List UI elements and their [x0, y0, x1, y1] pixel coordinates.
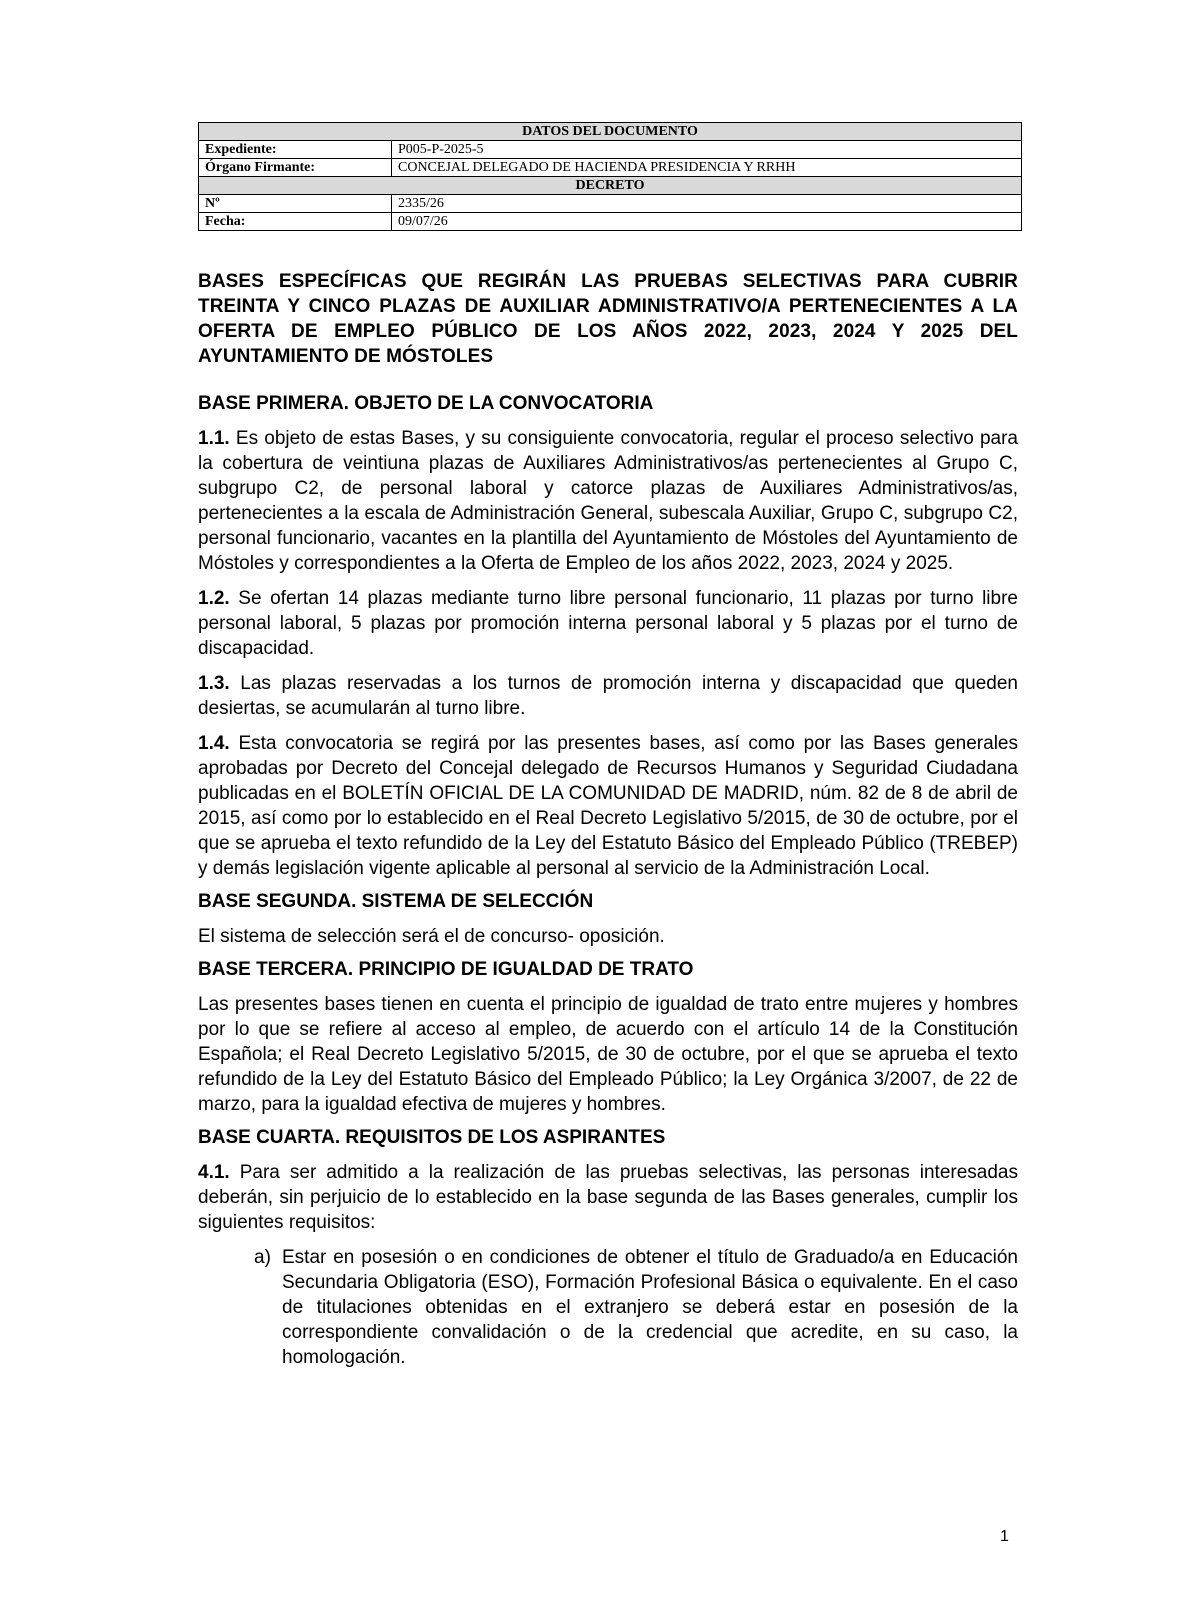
- row-key: Nº: [199, 195, 392, 213]
- paragraph-text: Las plazas reservadas a los turnos de promoción interna y discapacidad que queden desiertas, se acumularán al turno libre.: [198, 673, 1018, 719]
- paragraph-1-2: [198, 586, 1018, 661]
- base-segunda-heading: BASE SEGUNDA. SISTEMA DE SELECCIÓN: [198, 891, 594, 912]
- list-item-text: Estar en posesión o en condiciones de obtener el título de Graduado/a en Educación Secundaria Obligatoria (ESO), Formación Profesional Básica o equivalente. En el caso de titulaciones obtenidas en el extranjero se deberá estar en posesión de la correspondiente convalidación o de la credencial que acredite, en su caso, la homologación.: [282, 1247, 1018, 1368]
- page-number: 1: [1000, 1528, 1009, 1545]
- paragraph-number: 1.4.: [198, 733, 230, 754]
- paragraph-text: Es objeto de estas Bases, y su consiguiente convocatoria, regular el proceso selectivo para la cobertura de veintiuna plazas de Auxiliares Administrativos/as pertenecientes al Grupo C, subgrupo C2, de personal laboral y catorce plazas de Auxiliares Administrativos/as, pertenecientes a la escala de Administración General, subescala Auxiliar, Grupo C, subgrupo C2, personal funcionario, vacantes en la plantilla del Ayuntamiento de Móstoles del Ayuntamiento de Móstoles y correspondientes a la Oferta de Empleo de los años 2022, 2023, 2024 y 2025.: [198, 428, 1018, 574]
- table-section-title: DECRETO: [199, 177, 1022, 195]
- paragraph-base-2: El sistema de selección será el de concurso- oposición.: [198, 926, 665, 947]
- paragraph-text: Esta convocatoria se regirá por las presentes bases, así como por las Bases generales aprobadas por Decreto del Concejal delegado de Recursos Humanos y Seguridad Ciudadana publicadas en el BOLETÍN OFICIAL DE LA COMUNIDAD DE MADRID, núm. 82 de 8 de abril de 2015, así como por lo establecido en el Real Decreto Legislativo 5/2015, de 30 de octubre, por el que se aprueba el texto refundido de la Ley del Estatuto Básico del Empleado Público (TREBEP) y demás legislación vigente aplicable al personal al servicio de la Administración Local.: [198, 733, 1018, 879]
- paragraph-number: 1.1.: [198, 428, 230, 449]
- row-value: 09/07/26: [392, 213, 1022, 231]
- paragraph-number: 1.3.: [198, 673, 230, 694]
- paragraph-base-3: Las presentes bases tienen en cuenta el principio de igualdad de trato entre mujeres y hombres por lo que se refiere al acceso al empleo, de acuerdo con el artículo 14 de la Constitución Española; el Real Decreto Legislativo 5/2015, de 30 de octubre, por el que se aprueba el texto refundido de la Ley del Estatuto Básico del Empleado Público; la Ley Orgánica 3/2007, de 22 de marzo, para la igualdad efectiva de mujeres y hombres.: [198, 994, 1018, 1115]
- row-key: Expediente:: [199, 141, 392, 159]
- table-row: [199, 213, 1022, 231]
- document-title: BASES ESPECÍFICAS QUE REGIRÁN LAS PRUEBAS SELECTIVAS PARA CUBRIR TREINTA Y CINCO PLAZAS DE AUXILIAR ADMINISTRATIVO/A PERTENECIENTES A LA OFERTA DE EMPLEO PÚBLICO DE LOS AÑOS 2022, 2023, 2024 Y 2025 DEL AYUNTAMIENTO DE MÓSTOLES: [198, 271, 1018, 367]
- table-row: [199, 159, 1022, 177]
- paragraph-number: 4.1.: [198, 1162, 230, 1183]
- table-title: DATOS DEL DOCUMENTO: [199, 123, 1022, 141]
- paragraph-number: 1.2.: [198, 588, 230, 609]
- document-data-table: [198, 122, 1022, 231]
- base-tercera-heading: BASE TERCERA. PRINCIPIO DE IGUALDAD DE TRATO: [198, 959, 694, 980]
- row-value: CONCEJAL DELEGADO DE HACIENDA PRESIDENCIA Y RRHH: [392, 159, 1022, 177]
- row-key: Fecha:: [199, 213, 392, 231]
- paragraph-1-4: [198, 731, 1018, 881]
- row-key: Órgano Firmante:: [199, 159, 392, 177]
- paragraph-4-1: [198, 1160, 1018, 1235]
- paragraph-text: Para ser admitido a la realización de las pruebas selectivas, las personas interesadas deberán, sin perjuicio de lo establecido en la base segunda de las Bases generales, cumplir los siguientes requisitos:: [198, 1162, 1018, 1233]
- paragraph-1-3: [198, 671, 1018, 721]
- table-row: [199, 195, 1022, 213]
- paragraph-1-1: [198, 426, 1018, 576]
- table-row: [199, 141, 1022, 159]
- base-primera-heading: BASE PRIMERA. OBJETO DE LA CONVOCATORIA: [198, 393, 654, 414]
- list-item: [254, 1245, 1018, 1370]
- base-cuarta-heading: BASE CUARTA. REQUISITOS DE LOS ASPIRANTES: [198, 1127, 666, 1148]
- row-value: 2335/26: [392, 195, 1022, 213]
- row-value: P005-P-2025-5: [392, 141, 1022, 159]
- document-page: [198, 122, 1018, 1370]
- list-item-label: a): [254, 1247, 271, 1268]
- paragraph-text: Se ofertan 14 plazas mediante turno libre personal funcionario, 11 plazas por turno libre personal laboral, 5 plazas por promoción interna personal laboral y 5 plazas por el turno de discapacidad.: [198, 588, 1018, 659]
